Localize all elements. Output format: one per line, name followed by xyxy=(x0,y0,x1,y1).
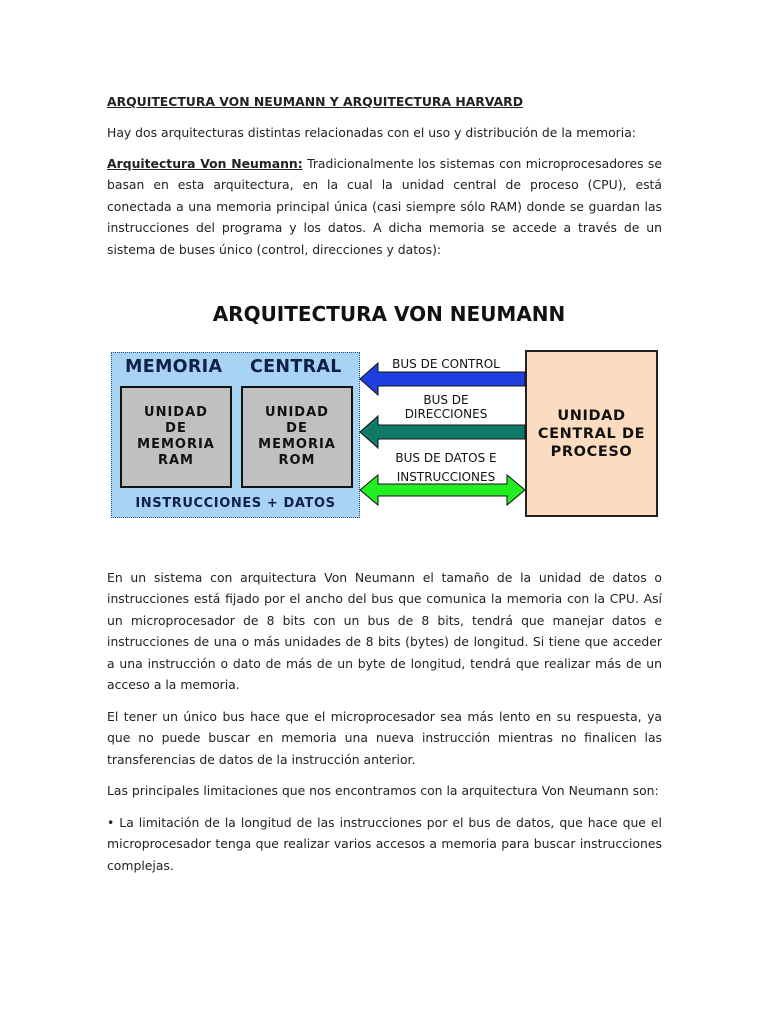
section-text: Tradicionalmente los sistemas con microprocesadores se basan en esta arquitectura, en la cual la unidad central de proceso (CPU), está conectada a una memoria principal única (casi siempre sólo RAM) donde se guardan las instrucciones del programa y los datos. A dicha memoria se accede a través de un sistema de buses único (control, direcciones y datos): xyxy=(107,156,662,257)
paragraph-single-bus: El tener un único bus hace que el microprocesador sea más lento en su respuesta, ya que no puede buscar en memoria una nueva instrucción mientras no finalicen las transferencias de datos de la instrucción anterior. xyxy=(107,709,662,767)
bus-address-label: BUS DE DIRECCIONES xyxy=(404,393,488,421)
cpu-label: UNIDAD CENTRAL DE PROCESO xyxy=(537,407,646,460)
bus-address-arrow xyxy=(360,416,525,448)
bus-control-arrow xyxy=(360,363,525,395)
document-title: ARQUITECTURA VON NEUMANN Y ARQUITECTURA HARVARD xyxy=(107,94,524,109)
central-word: CENTRAL xyxy=(250,357,342,377)
bus-data-label-2: INSTRUCCIONES xyxy=(396,470,496,484)
rom-label: UNIDAD DE MEMORIA ROM xyxy=(258,405,336,468)
bullet-limitation: • La limitación de la longitud de las instrucciones por el bus de datos, que hace que el microprocesador tenga que realizar varios accesos a memoria para buscar instrucciones complejas. xyxy=(107,815,662,873)
bus-control-label: BUS DE CONTROL xyxy=(392,357,500,371)
bus-data-label-1: BUS DE DATOS E xyxy=(395,451,497,465)
memory-footer: INSTRUCCIONES + DATOS xyxy=(135,496,336,511)
bus-data-arrow xyxy=(360,475,525,505)
diagram-title: ARQUITECTURA VON NEUMANN xyxy=(212,302,566,326)
memory-word: MEMORIA xyxy=(125,357,223,377)
paragraph-limitations: Las principales limitaciones que nos encontramos con la arquitectura Von Neumann son: xyxy=(107,783,659,798)
intro-paragraph: Hay dos arquitecturas distintas relacionadas con el uso y distribución de la memoria: xyxy=(107,125,636,140)
section-heading: Arquitectura Von Neumann: xyxy=(107,156,303,171)
paragraph-bus-width: En un sistema con arquitectura Von Neumann el tamaño de la unidad de datos o instrucciones está fijado por el ancho del bus que comunica la memoria con la CPU. Así un microprocesador de 8 bits con un bus de 8 bits, tendrá que manejar datos e instrucciones de una o más unidades de 8 bits (bytes) de longitud. Si tiene que acceder a una instrucción o dato de más de un byte de longitud, tendrá que realizar más de un acceso a la memoria. xyxy=(107,570,662,693)
ram-label: UNIDAD DE MEMORIA RAM xyxy=(137,405,215,468)
